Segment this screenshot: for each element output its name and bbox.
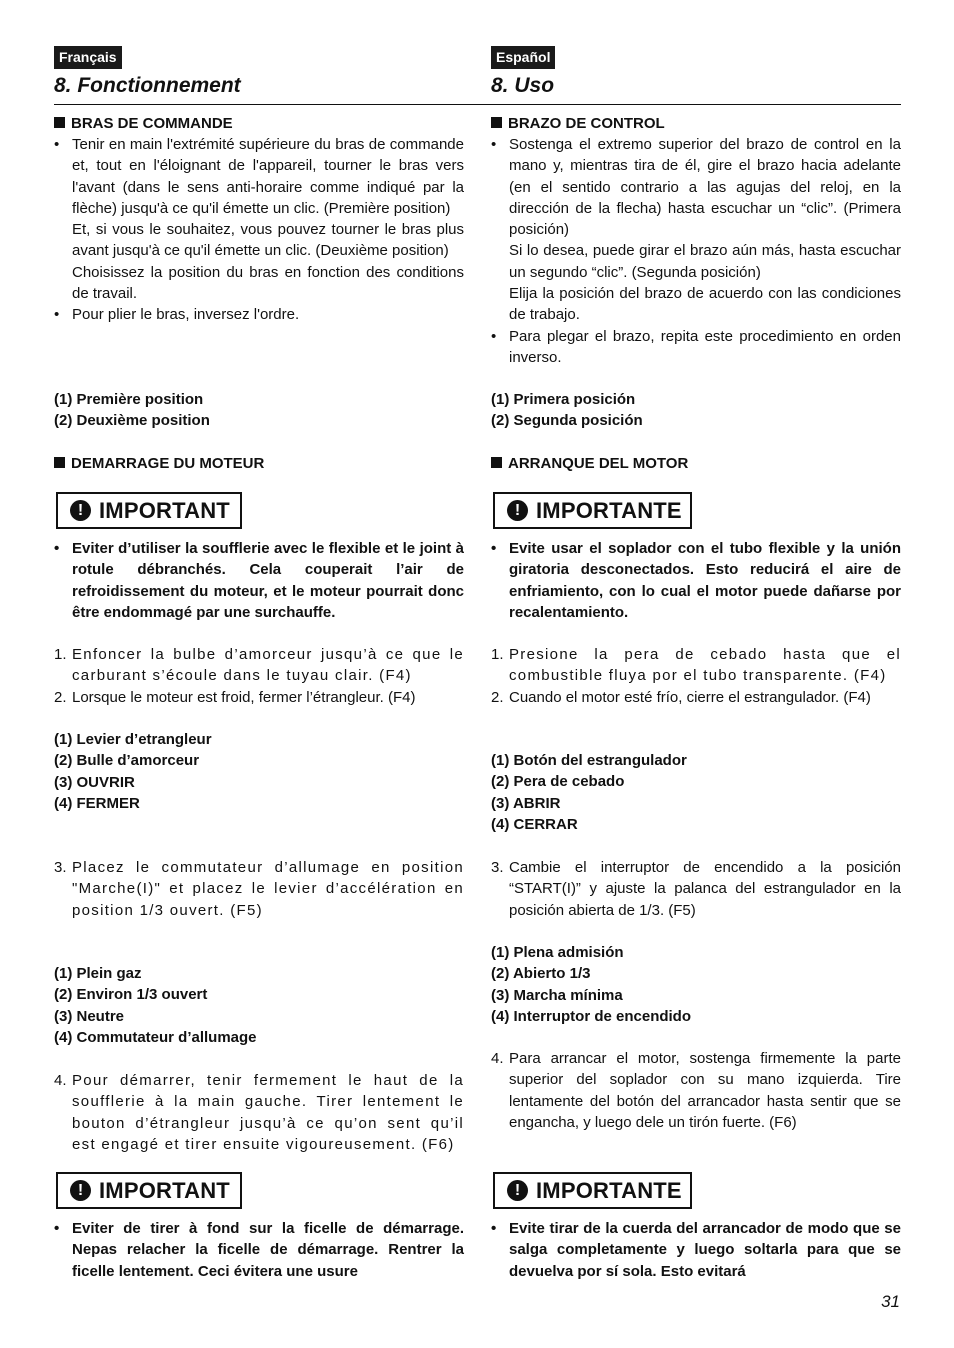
label-item: (1) Plein gaz	[54, 965, 142, 982]
important-note-2	[54, 1218, 464, 1282]
label-item: (4) FERMER	[54, 794, 140, 812]
heading-demarrage-du-moteur: DEMARRAGE DU MOTEUR	[54, 453, 464, 474]
step-item: 1. Presione la pera de cebado hasta que el combustible fluya por el tubo transparente. (F4)	[491, 646, 901, 685]
list-item: • Eviter de tirer à fond sur la ficelle de démarrage. Nepas relacher la ficelle de démarrage. Rentrer la ficelle lentement. Ceci évitera une usure	[54, 1220, 464, 1280]
bras-instructions	[54, 134, 464, 326]
important-box: ! IMPORTANT	[56, 1172, 242, 1209]
exclamation-icon: !	[70, 1180, 91, 1201]
label-item: (1) Plena admisión	[491, 944, 624, 961]
page-number: 31	[881, 1292, 900, 1311]
steps-1-2	[54, 644, 464, 708]
label-item: (3) OUVRIR	[54, 773, 135, 791]
exclamation-icon: !	[70, 500, 91, 521]
important-note-1	[54, 538, 464, 623]
exclamation-icon: !	[507, 500, 528, 521]
step-item: 4. Para arrancar el motor, sostenga firmemente la parte superior del soplador con su mano izquierda. Tire lentamente del botón del arrancador hasta sentir que se engancha, y luego dele un tirón fuerte. (F6)	[491, 1050, 901, 1131]
f5-labels	[54, 963, 464, 1048]
list-item: • Evite usar el soplador con el tubo flexible y la unión giratoria desconectados. Esto reducirá el aire de enfriamiento, con lo cual el motor puede dañarse por recalentamiento.	[491, 540, 901, 621]
label-item: (2) Bulle d’amorceur	[54, 752, 200, 770]
language-tab-spanish: Español	[491, 46, 555, 69]
label-item: (3) Marcha mínima	[491, 986, 623, 1004]
f4-labels	[54, 729, 464, 814]
heading-brazo-de-control: BRAZO DE CONTROL	[491, 113, 901, 134]
exclamation-icon: !	[507, 1180, 528, 1201]
list-item: • Para plegar el brazo, repita este procedimiento en orden inverso.	[491, 327, 901, 366]
language-tab-french: Français	[54, 46, 122, 69]
label-item: (4) Interruptor de encendido	[491, 1007, 692, 1025]
square-bullet-icon	[491, 457, 502, 468]
label-item: (3) ABRIR	[491, 794, 561, 812]
paso-3	[491, 857, 901, 921]
f4-labels	[491, 750, 901, 835]
square-bullet-icon	[54, 117, 65, 128]
column-spanish	[491, 46, 901, 1280]
heading-arranque-del-motor: ARRANQUE DEL MOTOR	[491, 453, 901, 474]
label-item: (1) Première position	[54, 391, 204, 408]
paso-4	[491, 1048, 901, 1133]
list-item: • Eviter d’utiliser la soufflerie avec le flexible et le joint à rotule débranchés. Cela couperait l’air de refroidissement du moteur, et le moteur pourrait donc être endommagé par une surchauffe.	[54, 540, 464, 621]
label-item: (4) CERRAR	[491, 815, 578, 833]
importante-box: ! IMPORTANTE	[493, 492, 692, 529]
importante-box: ! IMPORTANTE	[493, 1172, 692, 1209]
section-title-french: 8. Fonctionnement	[54, 74, 241, 97]
importante-note-2	[491, 1218, 901, 1282]
list-item: • Tenir en main l'extrémité supérieure du bras de commande et, tout en l'éloignant de l'appareil, tourner le bras vers l'avant (dans le sens anti-horaire comme indiqué par la flèche) jusqu'à ce qu'il émette un clic. (Première position) Et, si vous le souhaitez, vous pouvez tourner le bras plus avant jusqu'à ce qu'il émette un clic. (Deuxième position) Choisissez la position du bras en fonction des conditions de travail.	[54, 136, 464, 303]
label-item: (2) Deuxième position	[54, 412, 210, 430]
brazo-instructions	[491, 134, 901, 368]
step-item: 3. Cambie el interruptor de encendido a la posición “START(I)” y ajuste la palanca del estrangulador en la posición abierta de 1/3. (F5)	[491, 859, 901, 919]
label-item: (2) Abierto 1/3	[491, 965, 591, 983]
f5-labels	[491, 942, 901, 1027]
heading-bras-de-commande: BRAS DE COMMANDE	[54, 113, 464, 134]
label-item: (2) Pera de cebado	[491, 773, 625, 791]
label-item: (2) Environ 1/3 ouvert	[54, 986, 208, 1004]
label-item: (1) Botón del estrangulador	[491, 752, 687, 769]
bras-labels	[54, 389, 464, 432]
header-rule	[54, 104, 901, 105]
label-item: (3) Neutre	[54, 1007, 125, 1025]
step-item: 1. Enfoncer la bulbe d’amorceur jusqu’à ce que le carburant s’écoule dans le tuyau clair. (F4)	[54, 646, 464, 685]
step-item: 3. Placez le commutateur d’allumage en position "Marche(I)" et placez le levier d’accélération en position 1/3 ouvert. (F5)	[54, 859, 464, 919]
step-3	[54, 857, 464, 921]
square-bullet-icon	[491, 117, 502, 128]
section-title-spanish: 8. Uso	[491, 74, 555, 97]
square-bullet-icon	[54, 457, 65, 468]
step-item: 4. Pour démarrer, tenir fermement le haut de la soufflerie à la main gauche. Tirer lentement le bouton d’étrangleur jusqu’à ce qu’on sent qu’il est engagé et tirer ensuite vigoureusement. (F6)	[54, 1072, 464, 1153]
brazo-labels	[491, 389, 901, 432]
step-item: 2. Cuando el motor esté frío, cierre el estrangulador. (F4)	[491, 688, 871, 706]
importante-note-1	[491, 538, 901, 623]
list-item: • Pour plier le bras, inversez l'ordre.	[54, 306, 300, 324]
pasos-1-2	[491, 644, 901, 708]
label-item: (1) Primera posición	[491, 391, 636, 408]
label-item: (2) Segunda posición	[491, 412, 643, 430]
step-item: 2. Lorsque le moteur est froid, fermer l’étrangleur. (F4)	[54, 688, 416, 706]
list-item: • Sostenga el extremo superior del brazo de control en la mano y, mientras tira de él, gire el brazo hacia adelante (en el sentido contrario a las agujas del reloj, en la dirección de la flecha) hasta escuchar un “clic”. (Primera posición) Si lo desea, puede girar el brazo aún más, hasta escuchar un segundo “clic”. (Segunda posición) Elija la posición del brazo de acuerdo con las condiciones de trabajo.	[491, 136, 901, 324]
label-item: (4) Commutateur d’allumage	[54, 1028, 257, 1046]
column-french	[54, 46, 464, 1280]
step-4	[54, 1070, 464, 1155]
label-item: (1) Levier d’etrangleur	[54, 731, 212, 748]
important-box: ! IMPORTANT	[56, 492, 242, 529]
list-item: • Evite tirar de la cuerda del arrancador de modo que se salga completamente y luego soltarla para que se devuelva por sí sola. Esto evitará	[491, 1220, 901, 1280]
